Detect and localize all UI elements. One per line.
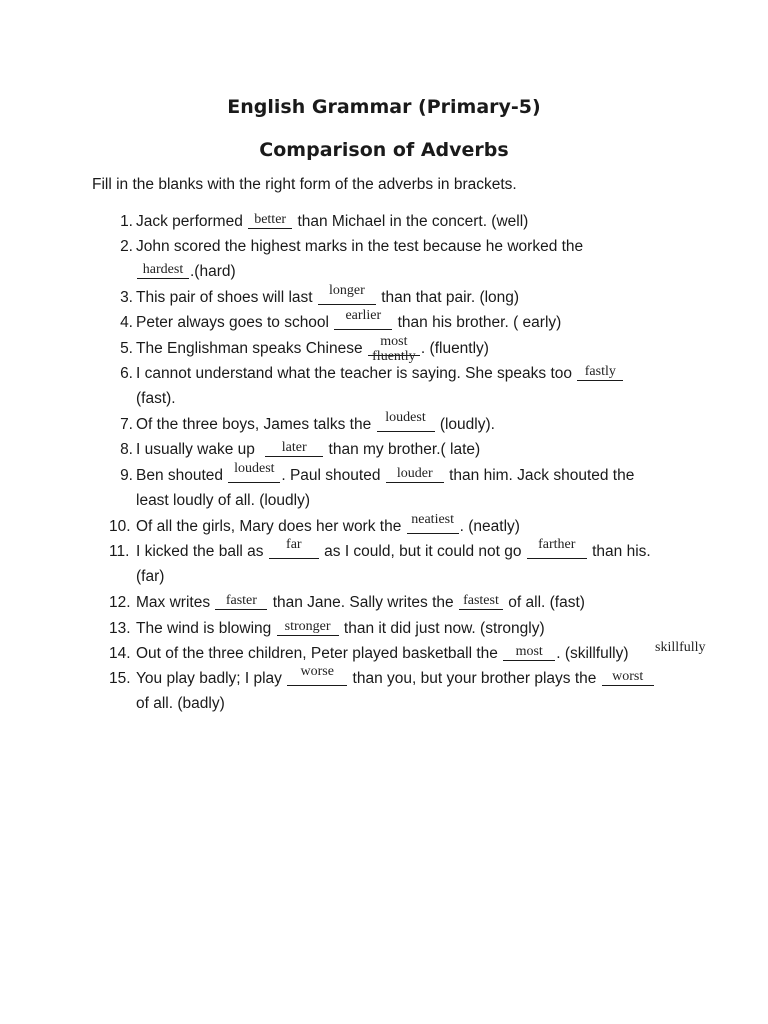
answer-blank bbox=[577, 364, 623, 381]
answer-blank bbox=[137, 262, 189, 279]
answer-text: louder bbox=[396, 466, 433, 481]
answer-blank bbox=[287, 664, 347, 686]
answer-blank bbox=[334, 308, 392, 330]
answer-text: worst bbox=[612, 669, 644, 684]
answer-blank bbox=[386, 466, 444, 483]
answer-text: longer bbox=[329, 283, 365, 298]
question-7: 7. Of the three boys, James talks the loudest (loudly). bbox=[120, 410, 495, 433]
answer-text: worse bbox=[300, 664, 334, 679]
question-6: 6. I cannot understand what the teacher is saying. She speaks too fastly bbox=[136, 364, 624, 384]
page-subtitle: Comparison of Adverbs bbox=[259, 139, 509, 161]
question-9-continued: least loudly of all. (loudly) bbox=[136, 492, 311, 509]
question-2: 2. John scored the highest marks in the test because he worked the bbox=[120, 238, 584, 255]
answer-blank bbox=[459, 593, 503, 610]
answer-text: better bbox=[254, 212, 287, 227]
answer-text: faster bbox=[225, 593, 257, 608]
question-10: 10. Of all the girls, Mary does her work the neatiest . (neatly) bbox=[109, 512, 520, 535]
instructions: Fill in the blanks with the right form of the adverbs in brackets. bbox=[92, 176, 517, 193]
question-8: 8. I usually wake up later than my brother.( late) bbox=[120, 440, 481, 458]
answer-blank bbox=[407, 512, 459, 534]
answer-text: loudest bbox=[234, 461, 275, 476]
question-13: 13. The wind is blowing stronger than it did just now. (strongly) bbox=[109, 619, 545, 637]
answer-text: farther bbox=[538, 537, 576, 552]
answer-text: most bbox=[380, 334, 408, 349]
answer-blank bbox=[377, 410, 435, 432]
question-4: 4. Peter always goes to school earlier than his brother. ( early) bbox=[120, 308, 562, 331]
answer-blank bbox=[248, 212, 292, 229]
answer-blank bbox=[527, 537, 587, 559]
answer-text: neatiest bbox=[411, 512, 455, 527]
question-9: 9. Ben shouted loudest . Paul shouted louder than him. Jack shouted the bbox=[120, 461, 635, 484]
answer-blank bbox=[368, 334, 420, 364]
question-1: 1. Jack performed better than Michael in the concert. (well) bbox=[120, 212, 529, 230]
answer-blank bbox=[318, 283, 376, 305]
question-2-continued: hardest .(hard) bbox=[136, 262, 236, 282]
answer-blank bbox=[265, 440, 323, 457]
question-15-continued: of all. (badly) bbox=[136, 695, 225, 712]
question-15: 15. You play badly; I play worse than you, but your brother plays the worst bbox=[136, 669, 655, 689]
question-12: 12. Max writes faster than Jane. Sally writes the fastest of all. (fast) bbox=[109, 593, 585, 611]
answer-blank bbox=[228, 461, 280, 483]
answer-blank bbox=[277, 619, 339, 636]
answer-text: fastly bbox=[584, 364, 616, 379]
question-5: 5. The Englishman speaks Chinese most fluently . (fluently) bbox=[120, 334, 489, 364]
handwritten-answer-skillfully: skillfully bbox=[655, 640, 706, 655]
answer-text: earlier bbox=[345, 308, 382, 323]
page-title: English Grammar (Primary-5) bbox=[227, 96, 541, 118]
answer-blank bbox=[503, 644, 555, 661]
answer-blank bbox=[602, 669, 654, 686]
answer-text: fastest bbox=[463, 593, 499, 608]
answer-blank bbox=[215, 593, 267, 610]
answer-text: fluently bbox=[372, 349, 416, 364]
answer-text: hardest bbox=[142, 262, 184, 277]
answer-text: loudest bbox=[385, 410, 426, 425]
answer-text: later bbox=[281, 440, 307, 455]
answer-text: most bbox=[515, 644, 543, 659]
answer-text: far bbox=[286, 537, 302, 552]
question-3: 3. This pair of shoes will last longer than that pair. (long) bbox=[120, 283, 520, 306]
question-6-continued: (fast). bbox=[136, 390, 176, 407]
question-14: 14. Out of the three children, Peter played basketball the most . (skillfully) bbox=[109, 644, 629, 662]
answer-blank bbox=[269, 537, 319, 559]
question-11-continued: (far) bbox=[136, 568, 165, 585]
question-11: 11. I kicked the ball as far as I could, but it could not go farther than his. bbox=[109, 537, 651, 560]
answer-text: stronger bbox=[284, 619, 331, 634]
